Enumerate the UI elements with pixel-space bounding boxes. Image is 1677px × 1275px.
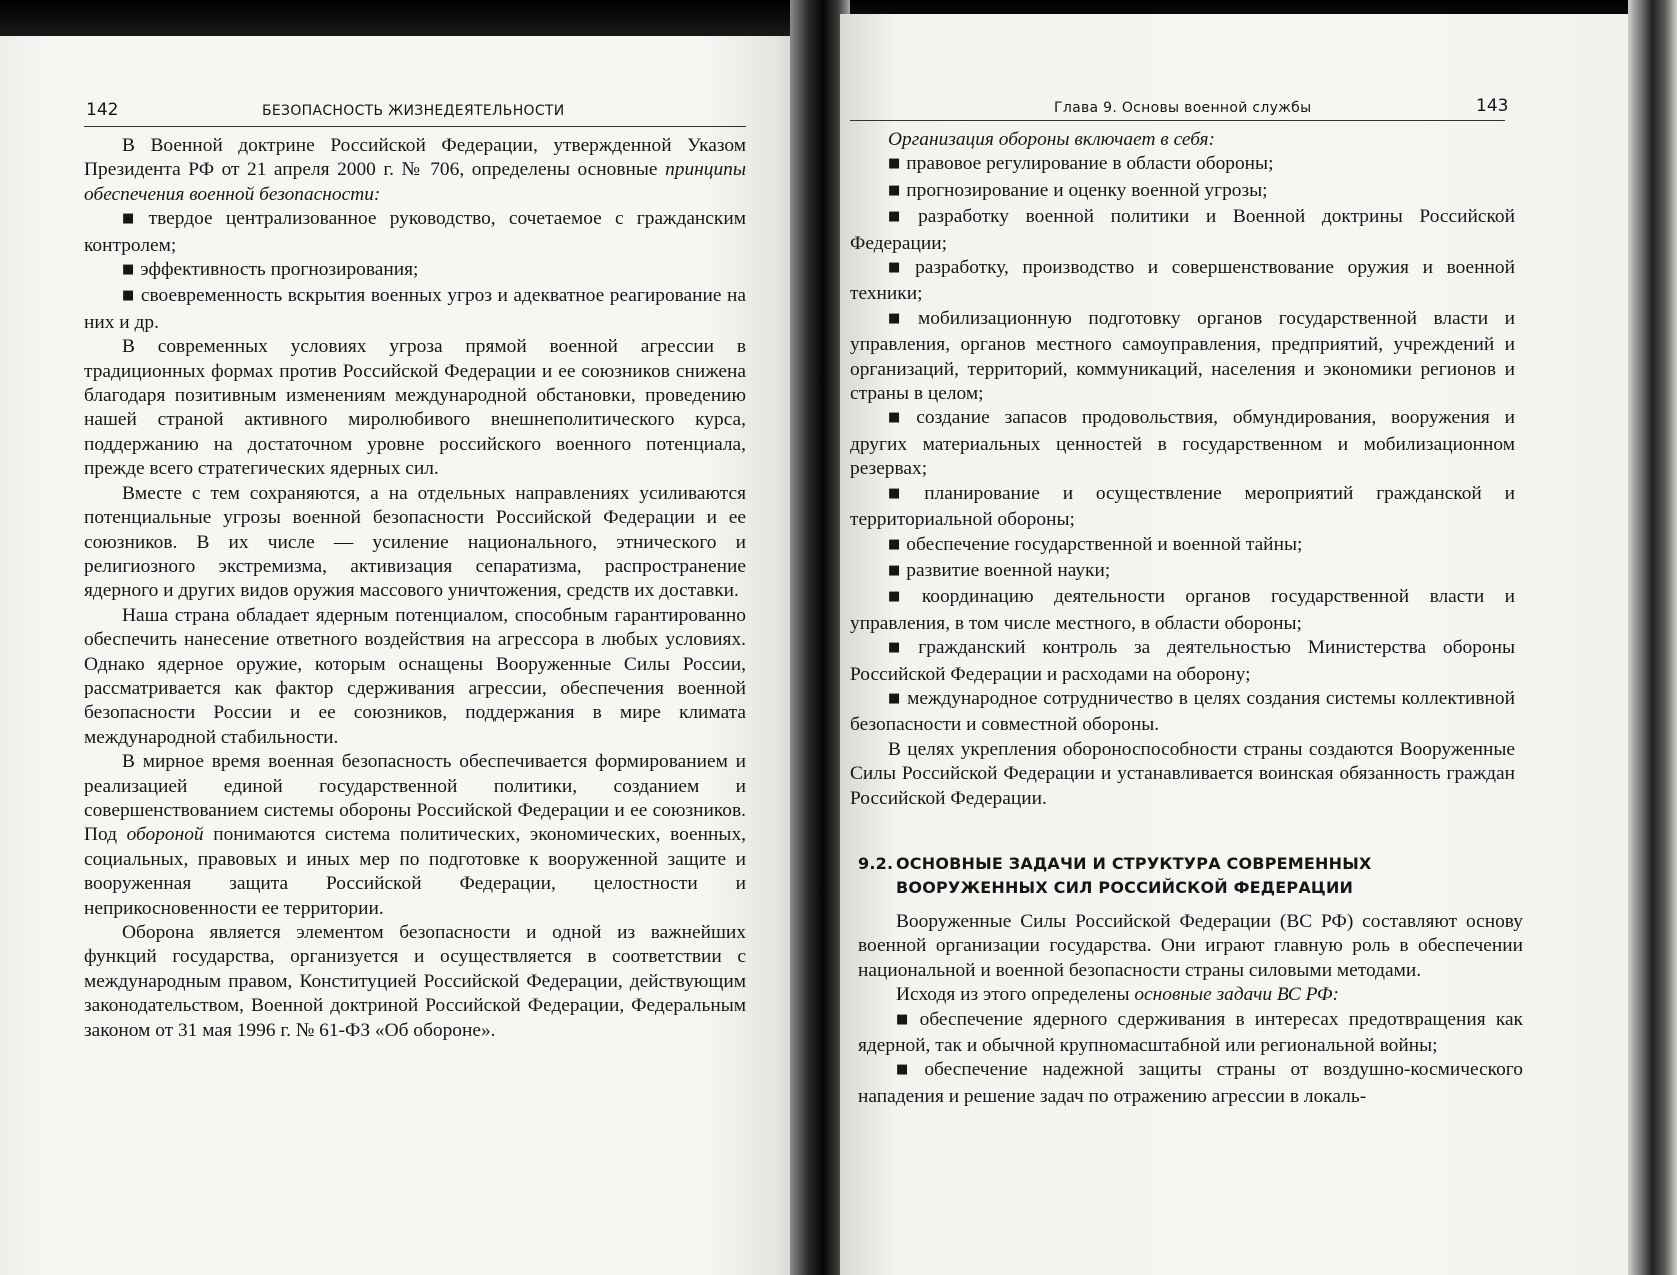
right-running-head: Глава 9. Основы военной службы xyxy=(1054,100,1312,116)
right-section-text xyxy=(858,910,1523,1109)
paragraph-text: Наша страна обладает ядерным потенциалом, способным гарантированно обеспечить нанесение ответного воздействия на агрессора в любых условиях. Однако ядерное оружие, которым оснащены Вооруженные Силы России, рассматривается как фактор сдерживания агрессии, обеспечения военной безопасности России и ее союзников, поддержания в мире климата международной стабильности. xyxy=(84,604,746,748)
scan-right-edge xyxy=(1628,0,1677,1275)
defense-bullet-item xyxy=(850,687,1515,738)
defense-bullet-item xyxy=(850,482,1515,533)
defense-bullet-item xyxy=(850,559,1515,585)
bullet-text: разработку военной политики и Военной доктрины Российской Федерации; xyxy=(850,206,1515,254)
bullet-text: прогнозирование и оценку военной угрозы; xyxy=(906,179,1268,201)
bullet-item xyxy=(84,284,746,335)
bullet-text: создание запасов продовольствия, обмундирования, вооружения и других материальных ценностей в государственном и мобилизационном резервах; xyxy=(850,407,1515,480)
bullet-square-icon: ■ xyxy=(888,209,913,225)
section-title-line1: ОСНОВНЫЕ ЗАДАЧИ И СТРУКТУРА СОВРЕМЕННЫХ xyxy=(896,854,1372,873)
paragraph xyxy=(84,921,746,1043)
paragraph xyxy=(84,604,746,750)
emphasis: основные задачи ВС РФ: xyxy=(1134,984,1339,1006)
task-bullet-item xyxy=(858,1058,1523,1109)
right-body-text xyxy=(850,128,1515,811)
bullet-square-icon: ■ xyxy=(122,211,143,227)
defense-intro: Организация обороны включает в себя: xyxy=(888,129,1216,150)
bullet-text: обеспечение надежной защиты страны от воздушно-космического нападения и решение задач по отражению агрессии в локаль- xyxy=(858,1059,1523,1107)
paragraph-text: Вооруженные Силы Российской Федерации (ВС РФ) составляют основу военной организации государства. Они играют главную роль в обеспечении национальной и военной безопасности страны силовыми методами. xyxy=(858,911,1523,981)
bullet-square-icon: ■ xyxy=(888,410,911,426)
defense-bullet-item xyxy=(850,179,1515,205)
bullet-square-icon: ■ xyxy=(888,310,912,326)
emphasis: принципы обеспечения военной безопасности: xyxy=(84,159,746,205)
section-paragraph xyxy=(858,910,1523,983)
defense-bullet-item xyxy=(850,406,1515,481)
section-heading xyxy=(858,852,1508,900)
right-page xyxy=(840,14,1630,1275)
bullet-square-icon: ■ xyxy=(888,156,901,172)
bullet-text: гражданский контроль за деятельностью Министерства обороны Российской Федерации и расходами на оборону; xyxy=(850,637,1515,685)
bullet-item xyxy=(84,207,746,258)
bullet-text: обеспечение ядерного сдерживания в интересах предотвращения как ядерной, так и обычной крупномасштабной или региональной войны; xyxy=(858,1008,1523,1057)
paragraph-text: Вместе с тем сохраняются, а на отдельных направлениях усиливаются потенциальные угрозы военной безопасности Российской Федерации и ее союзников. В их числе — усиление национального, этнического и религиозного экстремизма, активизация сепаратизма, распространение ядерного и других видов оружия массового уничтожения, средств их доставки. xyxy=(84,482,746,602)
paragraph-text: понимаются система политических, экономических, военных, социальных, правовых и иных мер по подготовке к вооруженной защите и вооруженная защита Российской Федерации, целостности и неприкосновенности ее территории. xyxy=(84,824,746,919)
bullet-square-icon: ■ xyxy=(122,288,135,304)
bullet-item xyxy=(84,258,746,284)
left-body-text xyxy=(84,134,746,1043)
defense-bullet-item xyxy=(850,205,1515,256)
bullet-text: международное сотрудничество в целях создания системы коллективной безопасности и совместной обороны. xyxy=(850,687,1515,736)
bullet-square-icon: ■ xyxy=(896,1062,919,1078)
emphasis: обороной xyxy=(126,824,204,846)
paragraph-text: В целях укрепления обороноспособности страны создаются Вооруженные Силы Российской Федерации и устанавливается воинская обязанность граждан Российской Федерации. xyxy=(850,738,1515,809)
defense-bullet-item xyxy=(850,585,1515,636)
bullet-square-icon: ■ xyxy=(888,182,901,198)
bullet-text: планирование и осуществление мероприятий гражданской и территориальной обороны; xyxy=(850,482,1515,531)
paragraph-text: Оборона является элементом безопасности и одной из важнейших функций государства, организуется и осуществляется в соответствии с международным правом, Конституцией Российской Федерации, действующим законодательством, Военной доктриной Российской Федерации, Федеральным законом от 31 мая 1996 г. № 61-ФЗ «Об обороне». xyxy=(84,922,746,1041)
paragraph xyxy=(84,482,746,604)
bullet-square-icon: ■ xyxy=(888,536,901,552)
closing-paragraph xyxy=(850,738,1515,811)
bullet-text: развитие военной науки; xyxy=(906,559,1111,581)
paragraph-text: В современных условиях угроза прямой военной агрессии в традиционных формах против Российской Федерации и ее союзников снижена благодаря позитивным изменениям международной обстановки, проведению нашей страной активного миролюбивого внешнеполитического курса, поддержанию на достаточном уровне российского военного потенциала, прежде всего стратегических ядерных сил. xyxy=(84,336,746,480)
bullet-square-icon: ■ xyxy=(896,1011,914,1027)
paragraph xyxy=(84,134,746,207)
section-number: 9.2. xyxy=(858,854,894,873)
bullet-square-icon: ■ xyxy=(888,690,902,706)
task-bullet-item xyxy=(858,1008,1523,1059)
bullet-text: разработку, производство и совершенствование оружия и военной техники; xyxy=(850,257,1515,305)
defense-bullet-item xyxy=(850,533,1515,559)
paragraph xyxy=(84,335,746,481)
bullet-text: твердое централизованное руководство, сочетаемое с гражданским контролем; xyxy=(84,208,746,256)
bullet-text: координацию деятельности органов государственной власти и управления, в том числе местного, в области обороны; xyxy=(850,586,1515,634)
bullet-square-icon: ■ xyxy=(888,485,919,501)
bullet-text: мобилизационную подготовку органов государственной власти и управления, органов местного самоуправления, предприятий, учреждений и организаций, территорий, коммуникаций, населения и экономики регионов и страны в целом; xyxy=(850,307,1515,405)
defense-bullet-item xyxy=(850,152,1515,178)
bullet-text: своевременность вскрытия военных угроз и адекватное реагирование на них и др. xyxy=(84,285,746,333)
left-page-number: 142 xyxy=(86,100,119,120)
section-title-line2: ВООРУЖЕННЫХ СИЛ РОССИЙСКОЙ ФЕДЕРАЦИИ xyxy=(896,878,1354,897)
defense-bullet-item xyxy=(850,636,1515,687)
paragraph-text: В Военной доктрине Российской Федерации, утвержденной Указом Президента РФ от 21 апреля 2000 г. № 706, определены основные xyxy=(84,135,746,181)
paragraph-text: В мирное время военная безопасность обеспечивается формированием и реализацией единой государственной политики, созданием и совершенствованием системы обороны Российской Федерации и ее союзников. Под xyxy=(84,751,746,846)
bullet-square-icon: ■ xyxy=(888,640,913,656)
bullet-square-icon: ■ xyxy=(888,589,916,605)
right-header-rule xyxy=(850,120,1505,121)
paragraph xyxy=(84,750,746,921)
bullet-square-icon: ■ xyxy=(888,260,910,276)
left-header-rule xyxy=(84,126,746,127)
bullet-text: обеспечение государственной и военной тайны; xyxy=(906,533,1303,555)
tasks-intro xyxy=(858,983,1523,1007)
bullet-square-icon: ■ xyxy=(122,262,135,278)
bullet-square-icon: ■ xyxy=(888,562,901,578)
bullet-text: эффективность прогнозирования; xyxy=(140,259,419,281)
left-running-head: БЕЗОПАСНОСТЬ ЖИЗНЕДЕЯТЕЛЬНОСТИ xyxy=(262,103,565,119)
paragraph-text: Исходя из этого определены xyxy=(896,984,1135,1006)
defense-bullet-item xyxy=(850,307,1515,407)
defense-bullet-item xyxy=(850,256,1515,307)
left-page xyxy=(0,36,800,1275)
right-page-number: 143 xyxy=(1476,96,1509,116)
bullet-text: правовое регулирование в области обороны; xyxy=(906,153,1274,175)
